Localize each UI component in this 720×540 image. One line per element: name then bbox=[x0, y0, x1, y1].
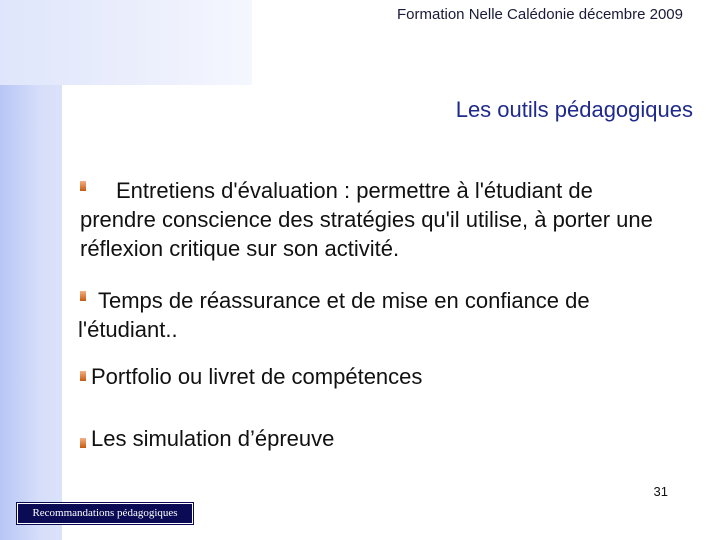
page-number: 31 bbox=[653, 484, 668, 499]
bullet-text-4: Les simulation d’épreuve bbox=[91, 426, 335, 451]
bullet-icon bbox=[80, 371, 86, 381]
bullet-text-3: Portfolio ou livret de compétences bbox=[91, 364, 423, 389]
bullet-text-1: Entretiens d'évaluation : permettre à l'étudiant de prendre conscience des stratégies qu'il utilise, à porter une réflexion critique sur son activité. bbox=[80, 178, 653, 261]
bullet-icon bbox=[80, 438, 86, 448]
bullet-text-2: Temps de réassurance et de mise en confiance de l'étudiant.. bbox=[78, 288, 590, 342]
footer-label: Recommandations pédagogiques bbox=[17, 503, 193, 524]
header-band bbox=[0, 0, 252, 85]
slide-title: Les outils pédagogiques bbox=[455, 97, 693, 122]
header-text: Formation Nelle Calédonie décembre 2009 bbox=[397, 6, 683, 23]
